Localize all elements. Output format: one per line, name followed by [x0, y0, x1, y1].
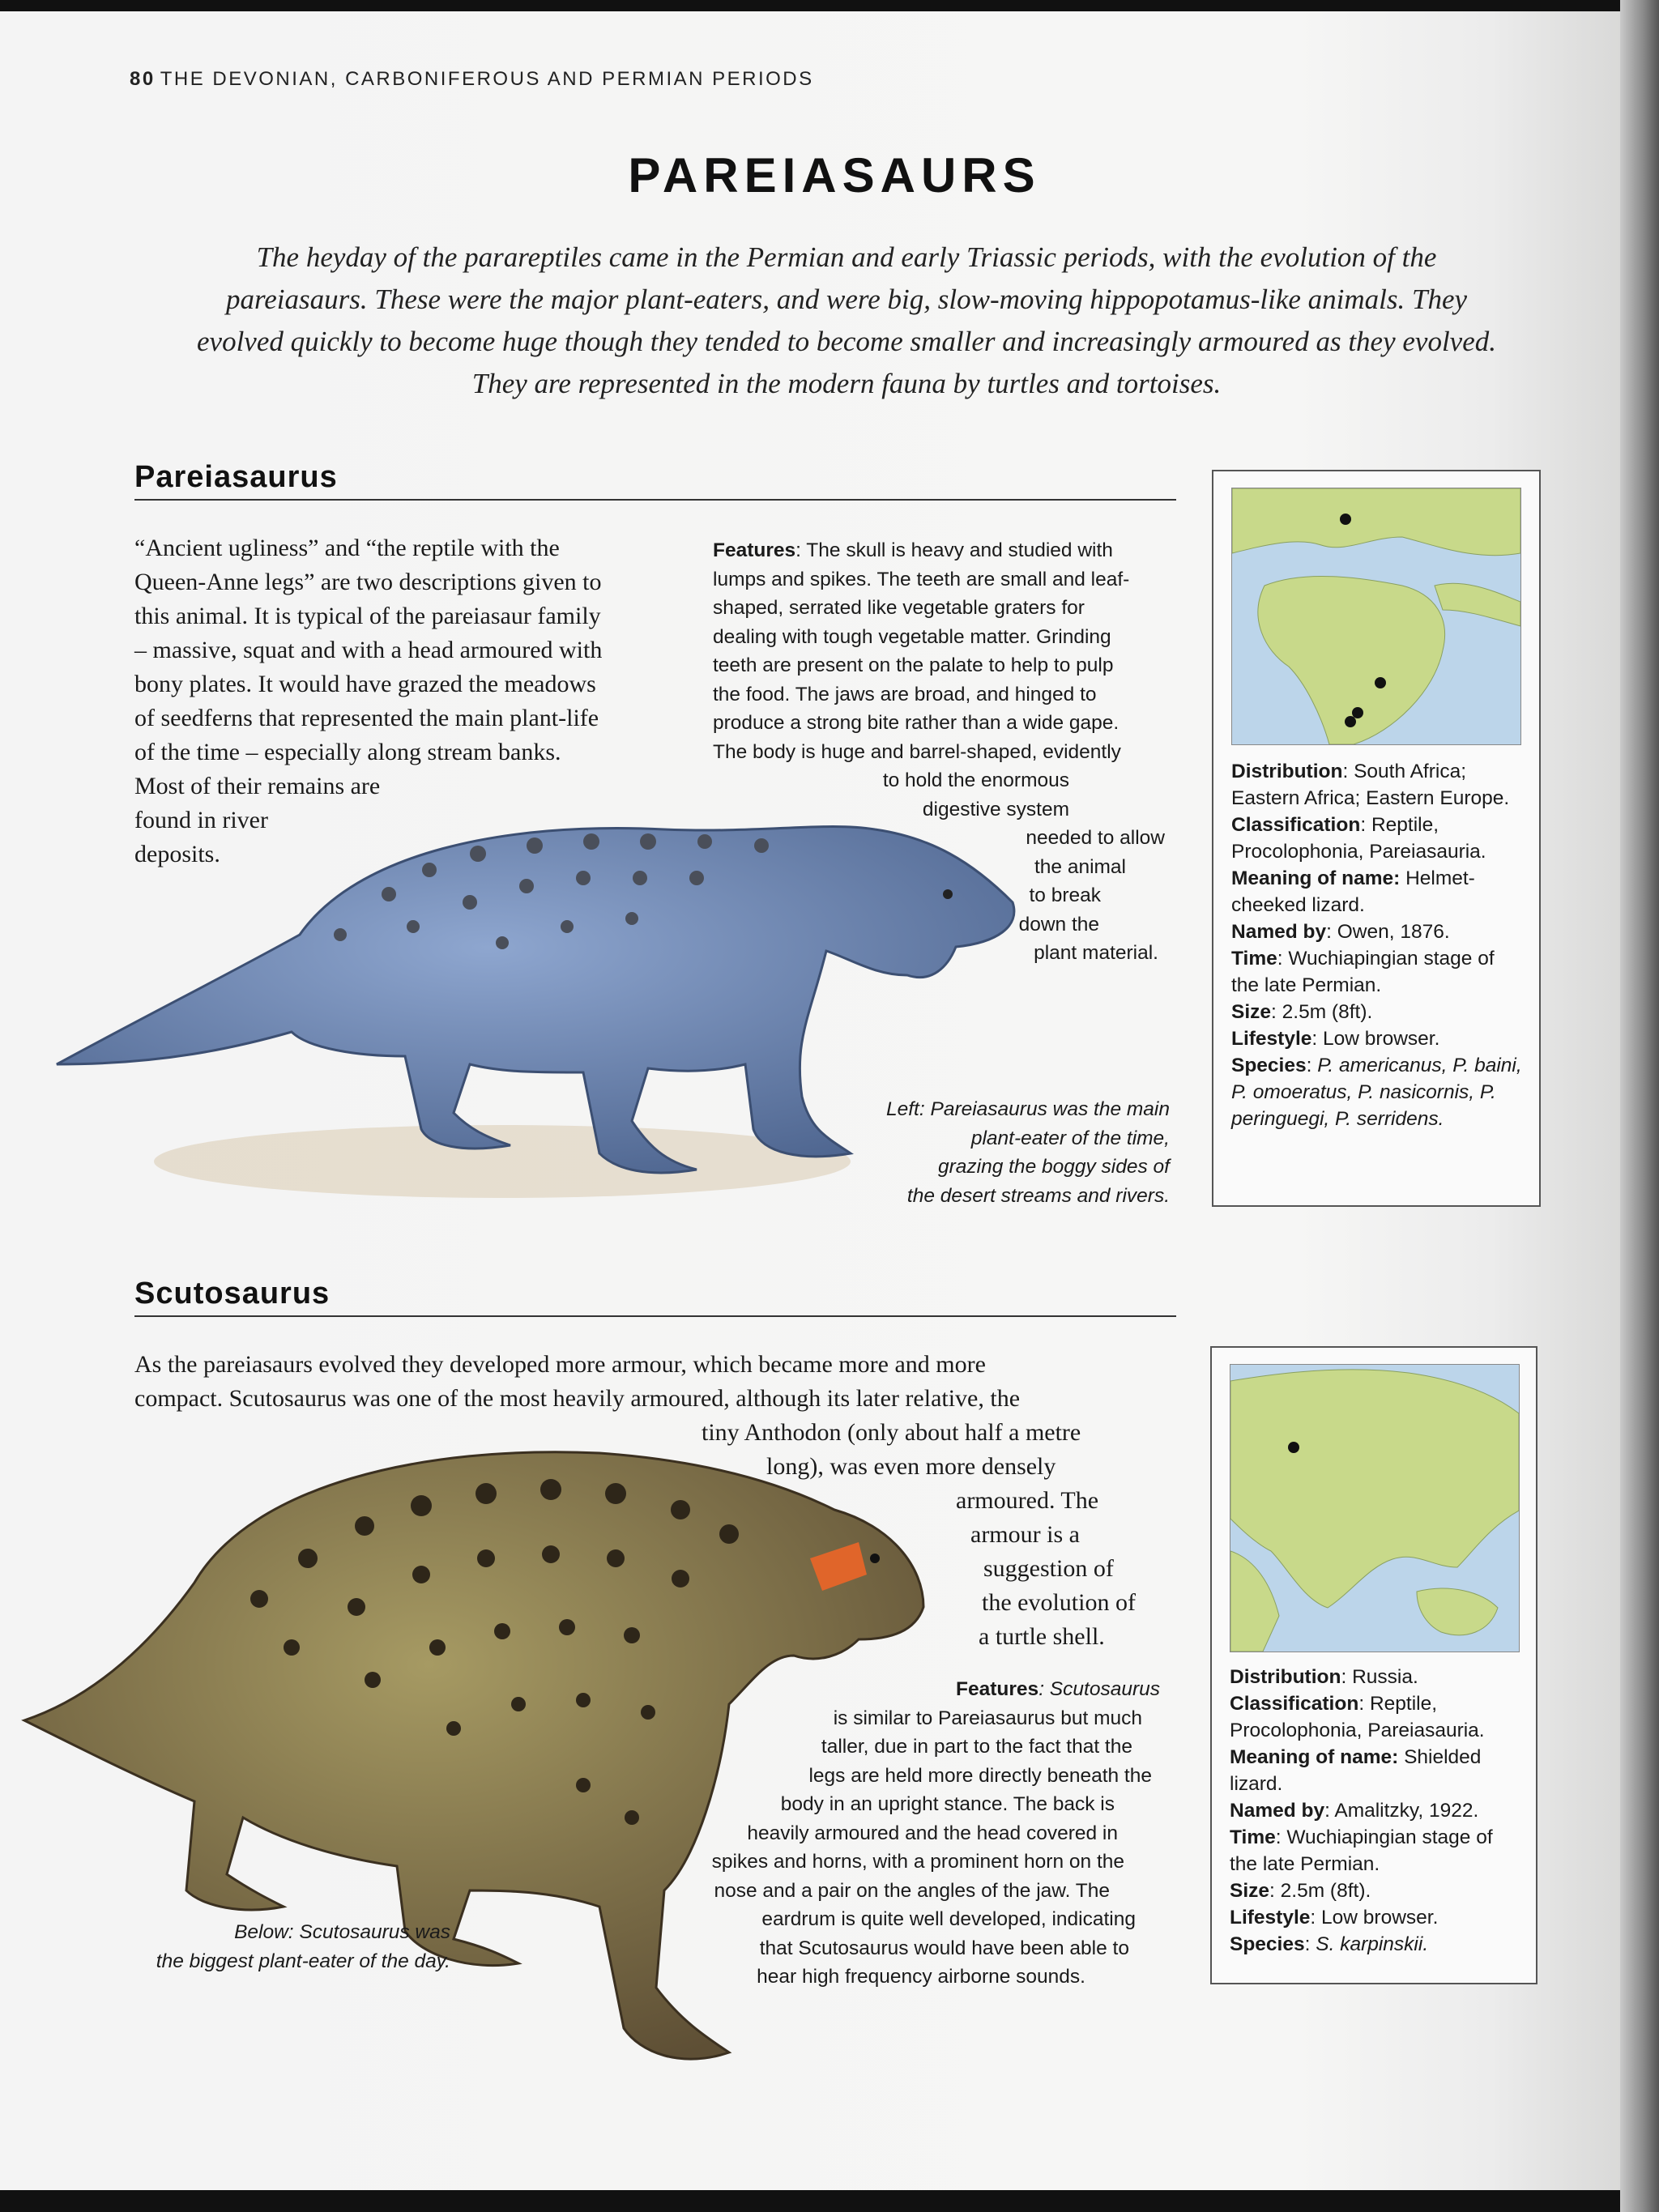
scutosaurus-distribution-map: [1230, 1364, 1520, 1652]
intro-paragraph: The heyday of the parareptiles came in the Permian and early Triassic periods, with the evolution of the pareiasaurs. These were the major plant-eaters, and were big, slow-moving hippopotamus-like animals. They evolved quickly to become huge though they tended to become smaller and increasingly armoured as they evolved. They are represented in the modern fauna by turtles and tortoises.: [197, 241, 1496, 399]
scutosaurus-factbox: [1210, 1346, 1537, 1984]
pareiasaurus-facts: Distribution: South Africa; Eastern Africa; Eastern Europe. Classification: Reptile, Procolophonia, Pareiasauria. Meaning of name: Helmet-cheeked lizard. Named by: Owen, 1876. Time: Wuchiapingian stage of the late Permian. Size: 2.5m (8ft). Lifestyle: Low browser. Species: P. americanus, P. baini, P. omoeratus, P. nasicornis, P. peringuegi, P. serridens.: [1231, 761, 1522, 1130]
location-dot-east-africa: [1375, 677, 1386, 688]
pareiasaurus-rule: [134, 499, 1176, 501]
pareiasaurus-heading: Pareiasaurus: [134, 460, 338, 494]
location-dot-south-africa-1: [1352, 707, 1363, 718]
page-title: PAREIASAURS: [628, 148, 1041, 202]
page-number: 80: [130, 68, 156, 90]
scutosaurus-rule: [134, 1315, 1176, 1317]
running-head-title: THE DEVONIAN, CARBONIFEROUS AND PERMIAN PERIODS: [160, 68, 814, 90]
pareiasaurus-body-text: “Ancient ugliness” and “the reptile with the Queen-Anne legs” are two descriptions given to this animal. It is typical of the pareiasaur family – massive, squat and with a head armoured with bony plates. It would have grazed the meadows of seedferns that represented the main plant-life of the time – especially along stream banks. Most of their remains are found in river deposits.: [134, 535, 603, 867]
scutosaurus-body-text: As the pareiasaurs evolved they developed more armour, which became more and more compact. Scutosaurus was one of the most heavily armoured, although its later relative, the tiny Anthodon (only about half a metre long), was even more densely armoured. The armour is a suggestion of the evolution of a turtle shell.: [134, 1351, 1136, 1650]
book-spine-edge: [1620, 0, 1659, 2212]
scutosaurus-heading: Scutosaurus: [134, 1276, 331, 1311]
pareiasaurus-factbox: [1212, 470, 1541, 1207]
location-dot-south-africa-2: [1345, 716, 1356, 727]
pareiasaurus-features: Features: The skull is heavy and studied with lumps and spikes. The teeth are small and leaf- shaped, serrated like vegetable graters for dealing with tough vegetable matter. Grinding teeth are present on the palate to help to pulp the food. The jaws are broad, and hinged to produce a strong bite rather than a wide gape. The body is huge and barrel-shaped, evidently to hold the enormous digestive system needed to allow the animal to break down the plant material.: [713, 539, 1165, 964]
page: [0, 11, 1620, 2190]
location-dot-europe: [1340, 514, 1351, 525]
pareiasaurus-caption: Left: Pareiasaurus was the main plant-eater of the time, grazing the boggy sides of the desert streams and rivers.: [885, 1098, 1170, 1207]
scutosaurus-features: Features: Scutosaurus is similar to Pareiasaurus but much taller, due in part to the fact that the legs are held more directly beneath the body in an upright stance. The back is heavily armoured and the head covered in spikes and horns, with a prominent horn on the nose and a pair on the angles of the jaw. The eardrum is quite well developed, indicating that Scutosaurus would have been able to hear high frequency airborne sounds.: [711, 1678, 1160, 1988]
running-head: [130, 68, 814, 91]
ground-shadow: [154, 1125, 851, 1198]
pareiasaurus-distribution-map: [1231, 488, 1521, 745]
location-dot-russia: [1288, 1442, 1299, 1453]
scutosaurus-caption: Below: Scutosaurus was the biggest plant-eater of the day.: [156, 1921, 450, 1972]
scutosaurus-facts: Distribution: Russia. Classification: Reptile, Procolophonia, Pareiasauria. Meaning of name: Shielded lizard. Named by: Amalitzky, 1922. Time: Wuchiapingian stage of the late Permian. Size: 2.5m (8ft). Lifestyle: Low browser. Species: S. karpinskii.: [1230, 1666, 1493, 1955]
